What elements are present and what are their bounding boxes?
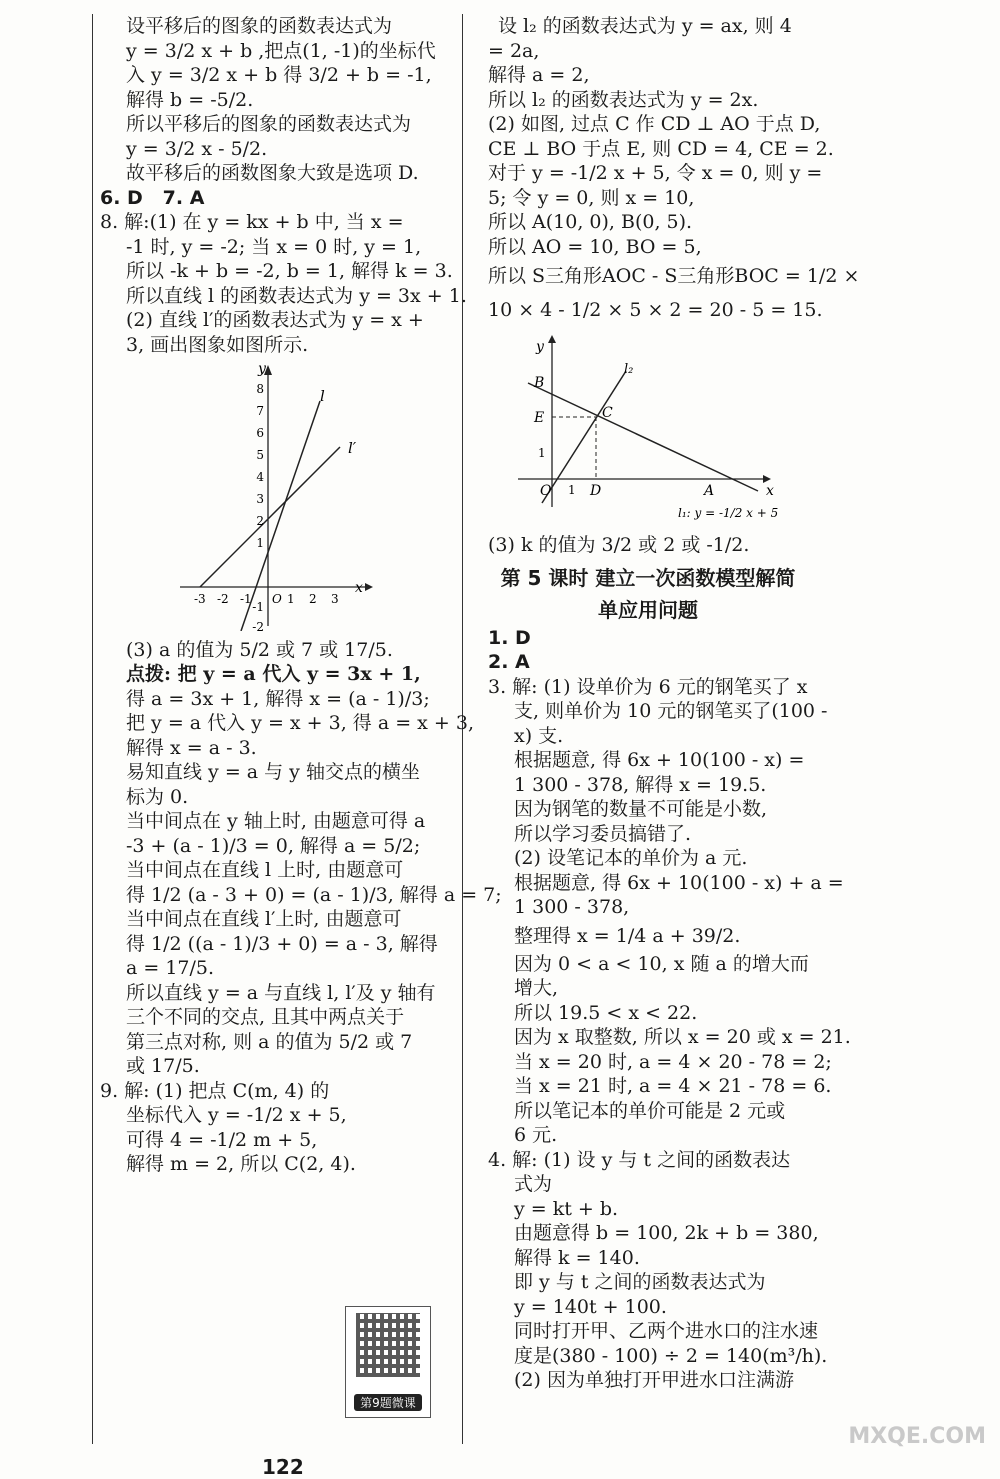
text-line: 解得 m = 2, 所以 C(2, 4). (126, 1153, 356, 1175)
text-line: = 2a, (488, 39, 540, 62)
text-line: 所以 l₂ 的函数表达式为 y = 2x. (488, 88, 759, 111)
qr-code[interactable] (345, 1306, 431, 1418)
text-line: 6. D 7. A (100, 186, 205, 209)
line-l2 (542, 371, 626, 503)
line-l1 (528, 383, 758, 491)
point-E-label: E (534, 410, 545, 426)
point-C-label: C (602, 405, 613, 421)
text-line: 式为 (514, 1173, 553, 1195)
text-line: (2) 直线 l′的函数表达式为 y = x + (126, 309, 424, 331)
text-line: 1 300 - 378, 解得 x = 19.5. (514, 773, 767, 796)
x-tick-label: 3 (331, 592, 339, 606)
x-tick-label: -1 (240, 592, 252, 606)
text-line: 同时打开甲、乙两个进水口的注水速 (514, 1320, 819, 1342)
text-line: 所以 19.5 < x < 22. (514, 1001, 698, 1024)
qr-code-pattern (356, 1313, 420, 1377)
text-line: 5; 令 y = 0, 则 x = 10, (488, 186, 695, 209)
text-line: 故平移后的函数图象大致是选项 D. (126, 162, 419, 184)
text-line: 三个不同的交点, 且其中两点关于 (126, 1006, 405, 1028)
text-line: 解得 x = a - 3. (126, 736, 257, 759)
page-number: 122 (262, 1455, 304, 1479)
watermark: MXQE.COM (848, 1424, 986, 1449)
text-line: 所以 -k + b = -2, b = 1, 解得 k = 3. (126, 260, 453, 282)
point-B-label: B (534, 375, 545, 391)
text-line: 9. 解: (1) 把点 C(m, 4) 的 (100, 1079, 330, 1102)
text-line: 因为 0 < a < 10, x 随 a 的增大而 (514, 952, 809, 975)
text-line: 由题意得 b = 100, 2k + b = 380, (514, 1222, 819, 1244)
text-line: 把 y = a 代入 y = x + 3, 得 a = x + 3, (126, 712, 475, 734)
text-line: 解得 a = 2, (488, 64, 590, 86)
x-axis-arrow (365, 583, 373, 591)
text-line: (3) k 的值为 3/2 或 2 或 -1/2. (488, 533, 750, 556)
qr-code-label: 第9题微课 (354, 1394, 422, 1411)
text-line: y = kt + b. (514, 1197, 619, 1220)
point-A-label: A (704, 483, 715, 499)
text-line: 当中间点在 y 轴上时, 由题意可得 a (126, 810, 426, 832)
x-tick-label: 1 (287, 592, 295, 606)
line-l-prime (200, 447, 340, 587)
y-axis-arrow (548, 335, 556, 343)
text-line: 所以 A(10, 0), B(0, 5). (488, 211, 693, 233)
text-line: 1. D (488, 626, 531, 649)
text-line: 所以直线 l 的函数表达式为 y = 3x + 1. (126, 284, 467, 307)
text-line: 度是(380 - 100) ÷ 2 = 140(m³/h). (514, 1344, 828, 1367)
graph-lines-l-and-l-prime (180, 361, 380, 631)
line-l-prime-label: l′ (348, 439, 357, 457)
text-line: 所以 AO = 10, BO = 5, (488, 235, 702, 258)
left-answers-part1 (100, 14, 467, 357)
text-line: 所以直线 y = a 与直线 l, l′及 y 轴有 (126, 981, 436, 1004)
line-l1-equation: l₁: y = -1/2 x + 5 (678, 506, 779, 520)
y-tick-label: 7 (256, 404, 264, 418)
x-axis-label: x (355, 580, 363, 596)
point-D-label: D (590, 483, 602, 499)
right-answers-part3 (488, 626, 851, 1393)
y-tick-label: 6 (256, 426, 264, 440)
y-tick-label: 5 (256, 448, 264, 462)
text-line: 3. 解: (1) 设单价为 6 元的钢笔买了 x (488, 675, 808, 698)
text-line: 所以平移后的图象的函数表达式为 (126, 113, 412, 135)
line-l-label: l (320, 387, 325, 405)
graph-l1-l2-triangle (508, 331, 788, 521)
right-answers-part2 (488, 528, 808, 562)
text-line: 3, 画出图象如图所示. (126, 333, 309, 356)
y-tick-label: -2 (252, 620, 264, 631)
text-line: 6 元. (514, 1124, 558, 1146)
x-axis-label: x (766, 483, 774, 499)
text-line: 第三点对称, 则 a 的值为 5/2 或 7 (126, 1030, 413, 1053)
x-tick-label: 1 (568, 483, 576, 497)
section-title-line1: 第 5 课时 建立一次函数模型解简 (500, 565, 796, 590)
text-line: 得 1/2 (a - 3 + 0) = (a - 1)/3, 解得 a = 7; (126, 883, 502, 906)
text-line: 入 y = 3/2 x + b 得 3/2 + b = -1, (126, 64, 432, 86)
y-axis-label: y (258, 361, 266, 377)
text-line: 因为钢笔的数量不可能是小数, (514, 798, 768, 820)
text-line: 坐标代入 y = -1/2 x + 5, (126, 1104, 347, 1126)
text-line: -1 时, y = -2; 当 x = 0 时, y = 1, (126, 235, 422, 258)
y-tick-label: 1 (538, 446, 546, 460)
left-column (100, 14, 502, 1177)
y-tick-label: 2 (256, 514, 264, 528)
text-line: y = 3/2 x - 5/2. (126, 137, 268, 160)
text-line: 标为 0. (126, 785, 189, 808)
left-answers-part2 (100, 638, 502, 1177)
section-title-line2: 单应用问题 (598, 597, 698, 622)
origin-label: O (540, 483, 552, 499)
line-l2-label: l₂ (624, 362, 634, 377)
text-line: 设平移后的图象的函数表达式为 (126, 15, 393, 37)
text-line: 易知直线 y = a 与 y 轴交点的横坐 (126, 761, 420, 783)
y-tick-label: 8 (256, 382, 264, 396)
text-line: 对于 y = -1/2 x + 5, 令 x = 0, 则 y = (488, 162, 823, 184)
y-axis-label: y (536, 339, 544, 355)
y-tick-label: -1 (252, 600, 264, 614)
text-line: 根据题意, 得 6x + 10(100 - x) = (514, 749, 805, 771)
text-line: a = 17/5. (126, 957, 215, 979)
right-answers-part1 (488, 14, 860, 327)
text-line: 或 17/5. (126, 1055, 200, 1077)
text-line: 2. A (488, 651, 530, 673)
text-line: 所以笔记本的单价可能是 2 元或 (514, 1099, 786, 1122)
text-line: 即 y 与 t 之间的函数表达式为 (514, 1271, 766, 1293)
right-column (488, 14, 860, 1393)
text-line: 整理得 x = 1/4 a + 39/2. (514, 924, 741, 947)
text-line: 当 x = 21 时, a = 4 × 21 - 78 = 6. (514, 1075, 832, 1097)
text-line: 所以 S三角形AOC - S三角形BOC = 1/2 × (488, 265, 860, 287)
text-line: 设 l₂ 的函数表达式为 y = ax, 则 4 (498, 15, 792, 37)
x-axis-arrow (763, 475, 771, 483)
x-tick-label: -3 (194, 592, 206, 606)
text-line: 所以学习委员搞错了. (514, 822, 692, 845)
origin-label: O (272, 592, 282, 606)
text-line: 4. 解: (1) 设 y 与 t 之间的函数表达 (488, 1148, 791, 1171)
section-title (488, 562, 808, 626)
y-tick-label: 3 (256, 492, 264, 506)
text-line: 1 300 - 378, (514, 896, 630, 918)
text-line: 根据题意, 得 6x + 10(100 - x) + a = (514, 871, 844, 894)
text-line: 10 × 4 - 1/2 × 5 × 2 = 20 - 5 = 15. (488, 299, 823, 321)
text-line: y = 140t + 100. (514, 1295, 667, 1318)
text-line: 因为 x 取整数, 所以 x = 20 或 x = 21. (514, 1026, 851, 1048)
text-line: (3) a 的值为 5/2 或 7 或 17/5. (126, 638, 393, 661)
text-line: x) 支. (514, 724, 564, 747)
text-line: -3 + (a - 1)/3 = 0, 解得 a = 5/2; (126, 834, 421, 857)
text-line: 当中间点在直线 l 上时, 由题意可 (126, 859, 404, 881)
y-tick-label: 4 (256, 470, 264, 484)
text-line: 解得 b = -5/2. (126, 88, 254, 111)
y-tick-label: 1 (256, 536, 264, 550)
text-line: 点拨: 把 y = a 代入 y = 3x + 1, (126, 663, 421, 685)
left-margin-rule (92, 14, 93, 1444)
x-tick-label: -2 (217, 592, 229, 606)
text-line: (2) 因为单独打开甲进水口注满游 (514, 1369, 794, 1391)
text-line: (2) 设笔记本的单价为 a 元. (514, 847, 748, 869)
text-line: 解得 k = 140. (514, 1246, 640, 1269)
text-line: 当 x = 20 时, a = 4 × 20 - 78 = 2; (514, 1050, 832, 1073)
text-line: CE ⊥ BO 于点 E, 则 CD = 4, CE = 2. (488, 137, 834, 160)
text-line: 8. 解:(1) 在 y = kx + b 中, 当 x = (100, 211, 404, 233)
x-tick-label: 2 (309, 592, 317, 606)
text-line: 得 a = 3x + 1, 解得 x = (a - 1)/3; (126, 687, 430, 710)
text-line: (2) 如图, 过点 C 作 CD ⊥ AO 于点 D, (488, 113, 821, 135)
text-line: y = 3/2 x + b ,把点(1, -1)的坐标代 (126, 39, 436, 62)
text-line: 当中间点在直线 l′上时, 由题意可 (126, 908, 402, 930)
text-line: 支, 则单价为 10 元的钢笔买了(100 - (514, 700, 828, 722)
text-line: 增大, (514, 977, 559, 999)
text-line: 可得 4 = -1/2 m + 5, (126, 1128, 318, 1151)
x-tick-labels (194, 592, 339, 606)
text-line: 得 1/2 ((a - 1)/3 + 0) = a - 3, 解得 (126, 932, 438, 955)
